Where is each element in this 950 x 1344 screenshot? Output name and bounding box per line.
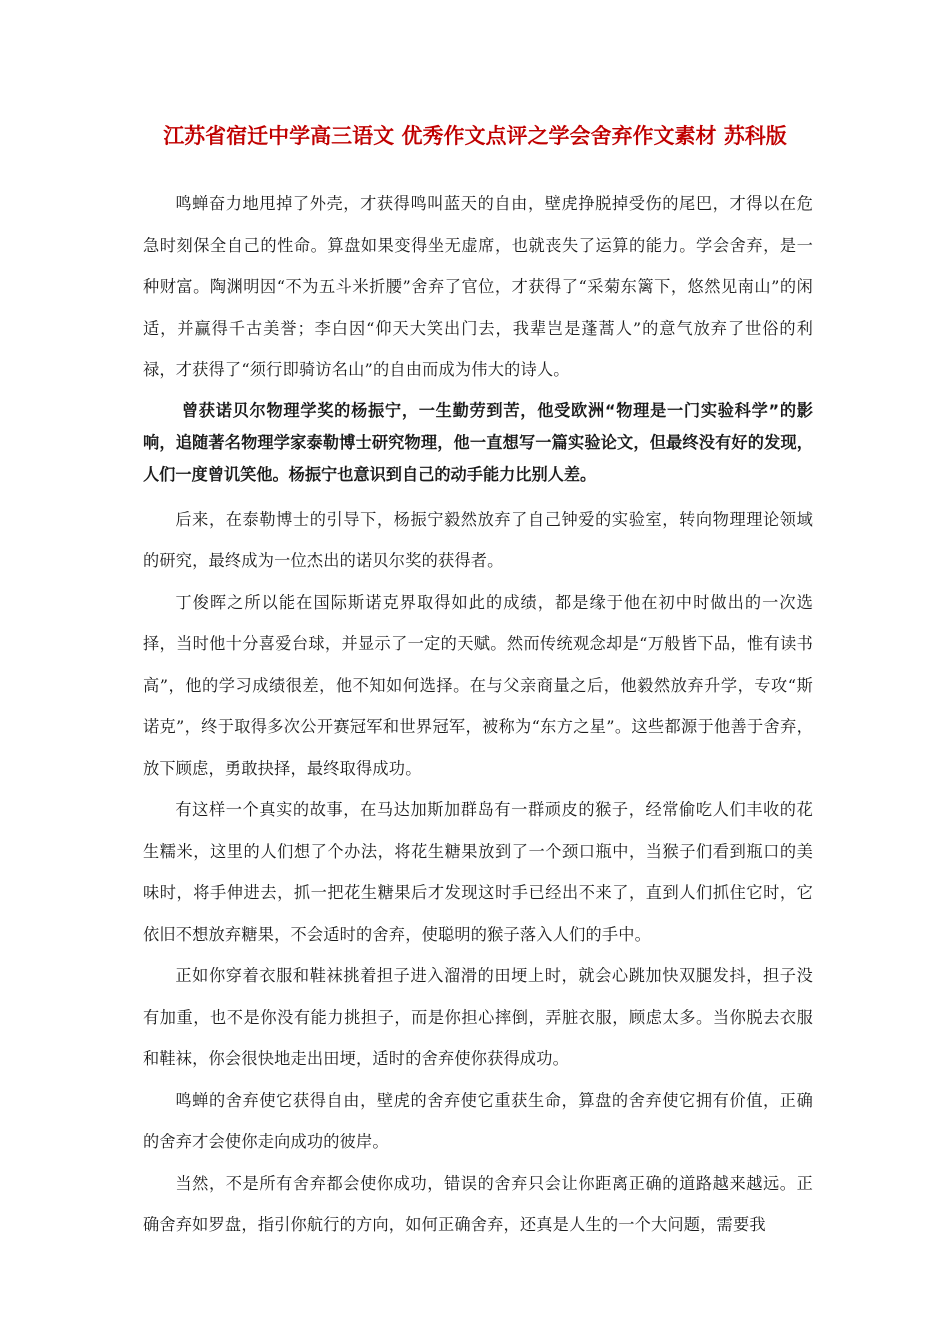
paragraph-conclusion: 当然，不是所有舍弃都会使你成功，错误的舍弃只会让你距离正确的道路越来越远。正确舍弃如罗盘，指引你航行的方向，如何正确舍弃，还真是人生的一个大问题，需要我 bbox=[143, 1173, 813, 1234]
paragraph-carrying-pole: 正如你穿着衣服和鞋袜挑着担子进入溜滑的田埂上时，就会心跳加快双腿发抖，担子没有加重，也不是你没有能力挑担子，而是你担心摔倒，弄脏衣服，顾虑太多。当你脱去衣服和鞋袜，你会很快地走出田埂，适时的舍弃使你获得成功。 bbox=[143, 966, 813, 1068]
paragraph-summary: 鸣蝉的舍弃使它获得自由，壁虎的舍弃使它重获生命，算盘的舍弃使它拥有价值，正确的舍弃才会使你走向成功的彼岸。 bbox=[143, 1090, 813, 1151]
document-title: 江苏省宿迁中学高三语文 优秀作文点评之学会舍弃作文素材 苏科版 bbox=[163, 124, 787, 148]
paragraph-yang-zhenning: 曾获诺贝尔物理学奖的杨振宁，一生勤劳到苦，他受欧洲“物理是一门实验科学”的影响，追随著名物理学家泰勒博士研究物理，他一直想写一篇实验论文，但最终没有好的发现，人们一度曾讥笑他。杨振宁也意识到自己的动手能力比别人差。 bbox=[143, 400, 813, 484]
document-body bbox=[143, 183, 813, 1246]
paragraph-ding-junhui: 丁俊晖之所以能在国际斯诺克界取得如此的成绩，都是缘于他在初中时做出的一次选择，当时他十分喜爱台球，并显示了一定的天赋。然而传统观念却是“万般皆下品，惟有读书高”，他的学习成绩很差，他不知如何选择。在与父亲商量之后，他毅然放弃升学，专攻“斯诺克”，终于取得多次公开赛冠军和世界冠军，被称为“东方之星”。这些都源于他善于舍弃，放下顾虑，勇敢抉择，最终取得成功。 bbox=[143, 592, 813, 778]
paragraph-monkey-story: 有这样一个真实的故事，在马达加斯加群岛有一群顽皮的猴子，经常偷吃人们丰收的花生糯米，这里的人们想了个办法，将花生糖果放到了一个颈口瓶中，当猴子们看到瓶口的美味时，将手伸进去，抓一把花生糖果后才发现这时手已经出不来了，直到人们抓住它时，它依旧不想放弃糖果，不会适时的舍弃，使聪明的猴子落入人们的手中。 bbox=[143, 800, 813, 944]
paragraph-cicada-gecko: 鸣蝉奋力地甩掉了外壳，才获得鸣叫蓝天的自由，壁虎挣脱掉受伤的尾巴，才得以在危急时刻保全自己的性命。算盘如果变得坐无虚席，也就丧失了运算的能力。学会舍弃，是一种财富。陶渊明因“不为五斗米折腰”舍弃了官位，才获得了“采菊东篱下，悠然见南山”的闲适，并赢得千古美誉；李白因“仰天大笑出门去，我辈岂是蓬蒿人”的意气放弃了世俗的利禄，才获得了“须行即骑访名山”的自由而成为伟大的诗人。 bbox=[143, 194, 813, 379]
paragraph-teller-guidance: 后来，在泰勒博士的引导下，杨振宁毅然放弃了自己钟爱的实验室，转向物理理论领域的研究，最终成为一位杰出的诺贝尔奖的获得者。 bbox=[143, 509, 813, 570]
